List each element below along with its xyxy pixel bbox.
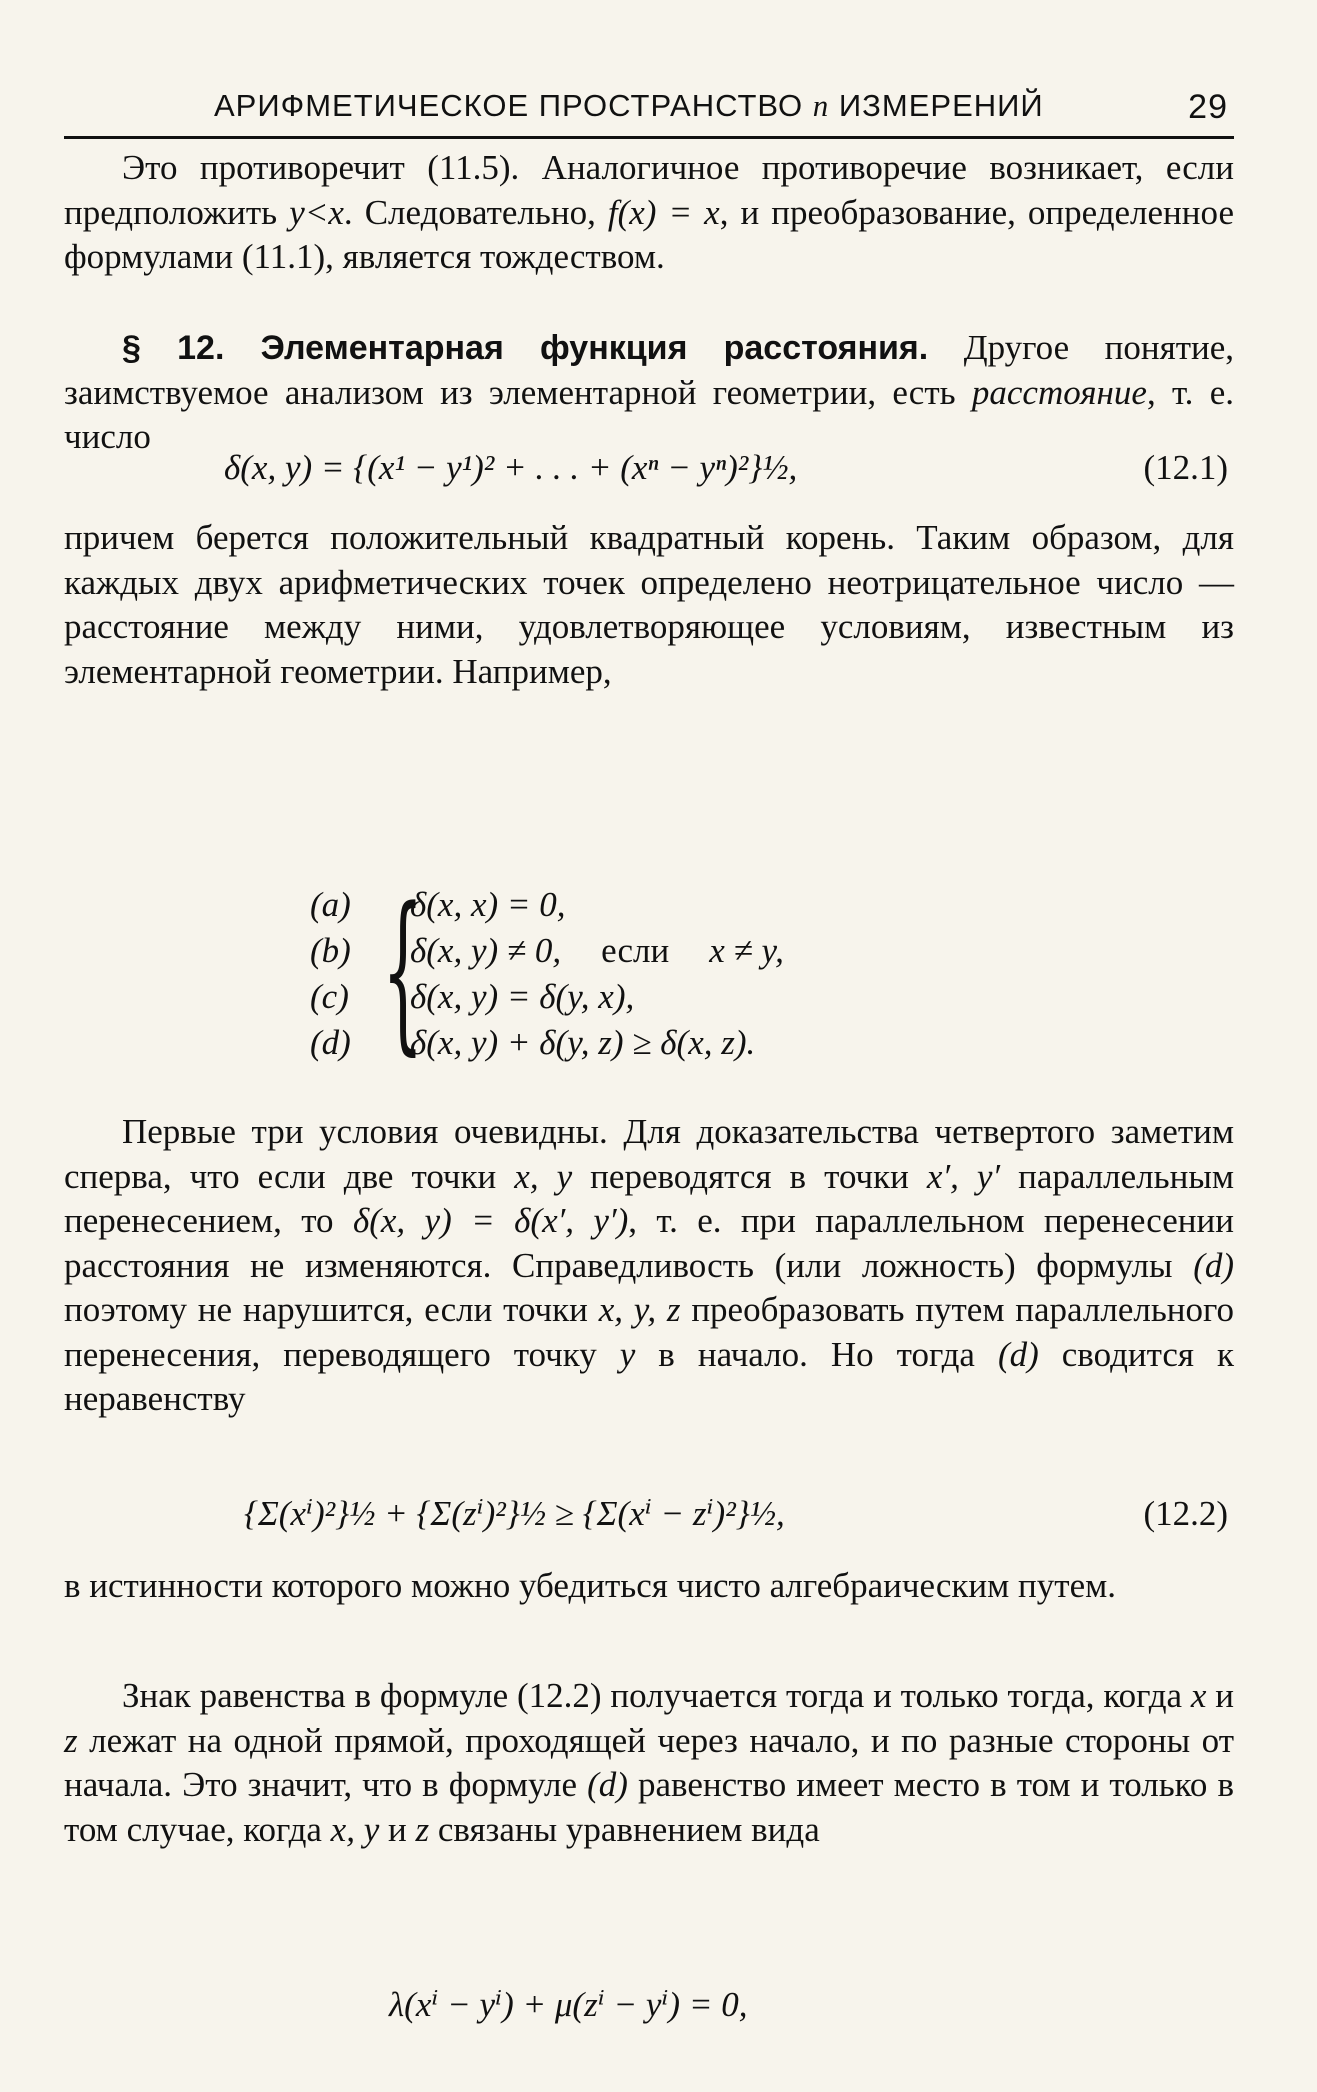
condition-b <box>410 931 784 971</box>
inline-math: x, y, z <box>598 1290 681 1329</box>
condition-label-c: (c) <box>310 977 349 1016</box>
running-title <box>214 88 1044 124</box>
inline-math: z <box>415 1809 430 1849</box>
text: , т. е. число <box>64 372 1234 456</box>
condition-label-d: (d) <box>310 1023 351 1062</box>
page-header <box>64 78 1234 139</box>
text: и <box>379 1809 416 1849</box>
equation-final-formula: λ(xⁱ − yⁱ) + μ(zⁱ − yⁱ) = 0, <box>389 1985 748 2024</box>
inline-math: x, y <box>514 1156 573 1196</box>
inline-math: f(x) = x <box>607 192 720 232</box>
page-number: 29 <box>1188 88 1228 126</box>
distance-conditions <box>310 870 1010 1085</box>
paragraph-1 <box>64 146 1234 280</box>
defined-term: расстояние <box>971 372 1147 412</box>
formula-reference: (d) <box>1193 1245 1234 1285</box>
equation-12-1-number: (12.1) <box>1143 448 1228 487</box>
text: переводятся в точки <box>572 1156 927 1196</box>
text: , т. е. при параллельном перенесении расстояния не изменяются. Справедливость (или ложность) формулы <box>64 1201 1234 1285</box>
inline-math: y <box>619 1334 636 1374</box>
inline-math: y<x <box>289 192 344 232</box>
paragraph-5-text <box>64 1674 1234 1852</box>
inline-math: x′, y′ <box>926 1156 1001 1196</box>
equation-12-1-formula: δ(x, y) = {(x¹ − y¹)² + . . . + (xⁿ − yⁿ)²}½, <box>224 448 798 487</box>
text: Знак равенства в формуле (12.2) получается тогда и только тогда, когда <box>122 1676 1191 1715</box>
equation-12-2-formula: {Σ(xⁱ)²}½ + {Σ(zⁱ)²}½ ≥ {Σ(xⁱ − zⁱ)²}½, <box>244 1494 785 1533</box>
condition-a: δ(x, x) = 0, <box>410 885 566 924</box>
paragraph-3-text <box>64 1110 1234 1422</box>
paragraph-2-text: причем берется положительный квадратный корень. Таким образом, для каждых двух арифметических точек определено неотрицательное число — расстояние между ними, удовлетворяющее условиям, известным из элементарной геометрии. Например, <box>64 518 1234 691</box>
paragraph-5 <box>64 1674 1234 1852</box>
formula-reference: (d) <box>587 1765 628 1804</box>
text: в начало. Но тогда <box>635 1334 998 1374</box>
condition-d: δ(x, y) + δ(y, z) ≥ δ(x, z). <box>410 1023 756 1062</box>
text: лежат на одной прямой, проходящей через начало, и по разные стороны от начала. Это значит, что в формуле <box>64 1720 1234 1804</box>
condition-b-tail: x ≠ y, <box>709 931 784 970</box>
formula-reference: (d) <box>997 1334 1039 1374</box>
inline-math: x, y <box>330 1809 380 1849</box>
equation-12-2-number: (12.2) <box>1143 1494 1228 1533</box>
condition-label-b: (b) <box>310 931 351 970</box>
text: Это противоречит (11.5). Аналогичное противоречие возникает, если предположить <box>64 148 1234 232</box>
condition-label-a: (a) <box>310 885 351 924</box>
inline-math: z <box>64 1720 78 1760</box>
text: Первые три условия очевидны. Для доказательства четвертого заметим сперва, что если две точки <box>64 1112 1234 1196</box>
left-brace: { <box>382 870 424 1071</box>
inline-math: δ(x, y) = δ(x′, y′) <box>352 1201 629 1240</box>
running-title-n: n <box>812 88 830 123</box>
text: равенство имеет место в том и только в том случае, когда <box>64 1765 1235 1849</box>
text: . Следовательно, <box>343 192 608 232</box>
paragraph-2 <box>64 516 1234 694</box>
paragraph-4-text: в истинности которого можно убедиться чисто алгебраическим путем. <box>64 1566 1117 1605</box>
text: преобразовать путем параллельного перенесения, переводящего точку <box>64 1290 1234 1374</box>
equation-12-2 <box>64 1494 1234 1544</box>
running-title-part: АРИФМЕТИЧЕСКОЕ ПРОСТРАНСТВО <box>214 88 813 123</box>
equation-final <box>64 1985 1234 2035</box>
condition-c: δ(x, y) = δ(y, x), <box>410 977 635 1016</box>
text: связаны уравнением вида <box>429 1809 820 1849</box>
inline-math: x <box>1190 1676 1207 1715</box>
text: , и преобразование, определенное формулами (11.1), является тождеством. <box>64 192 1234 276</box>
text: параллельным перенесением, то <box>64 1156 1235 1240</box>
section-12 <box>64 326 1234 460</box>
text: Другое понятие, заимствуемое анализом из элементарной геометрии, есть <box>64 328 1234 412</box>
equation-12-1 <box>64 448 1234 498</box>
section-title: § 12. Элементарная функция расстояния. <box>122 329 929 367</box>
text: и <box>1206 1676 1234 1715</box>
running-title-part: ИЗМЕРЕНИЙ <box>829 88 1044 123</box>
paragraph-4 <box>64 1564 1234 1609</box>
text: сводится к неравенству <box>64 1334 1234 1418</box>
paragraph-3 <box>64 1110 1234 1422</box>
paragraph-1-text <box>64 146 1234 280</box>
condition-b-word: если <box>601 931 670 970</box>
text: поэтому не нарушится, если точки <box>64 1290 599 1329</box>
condition-b-formula: δ(x, y) ≠ 0, <box>410 931 562 970</box>
section-12-text <box>64 326 1234 460</box>
